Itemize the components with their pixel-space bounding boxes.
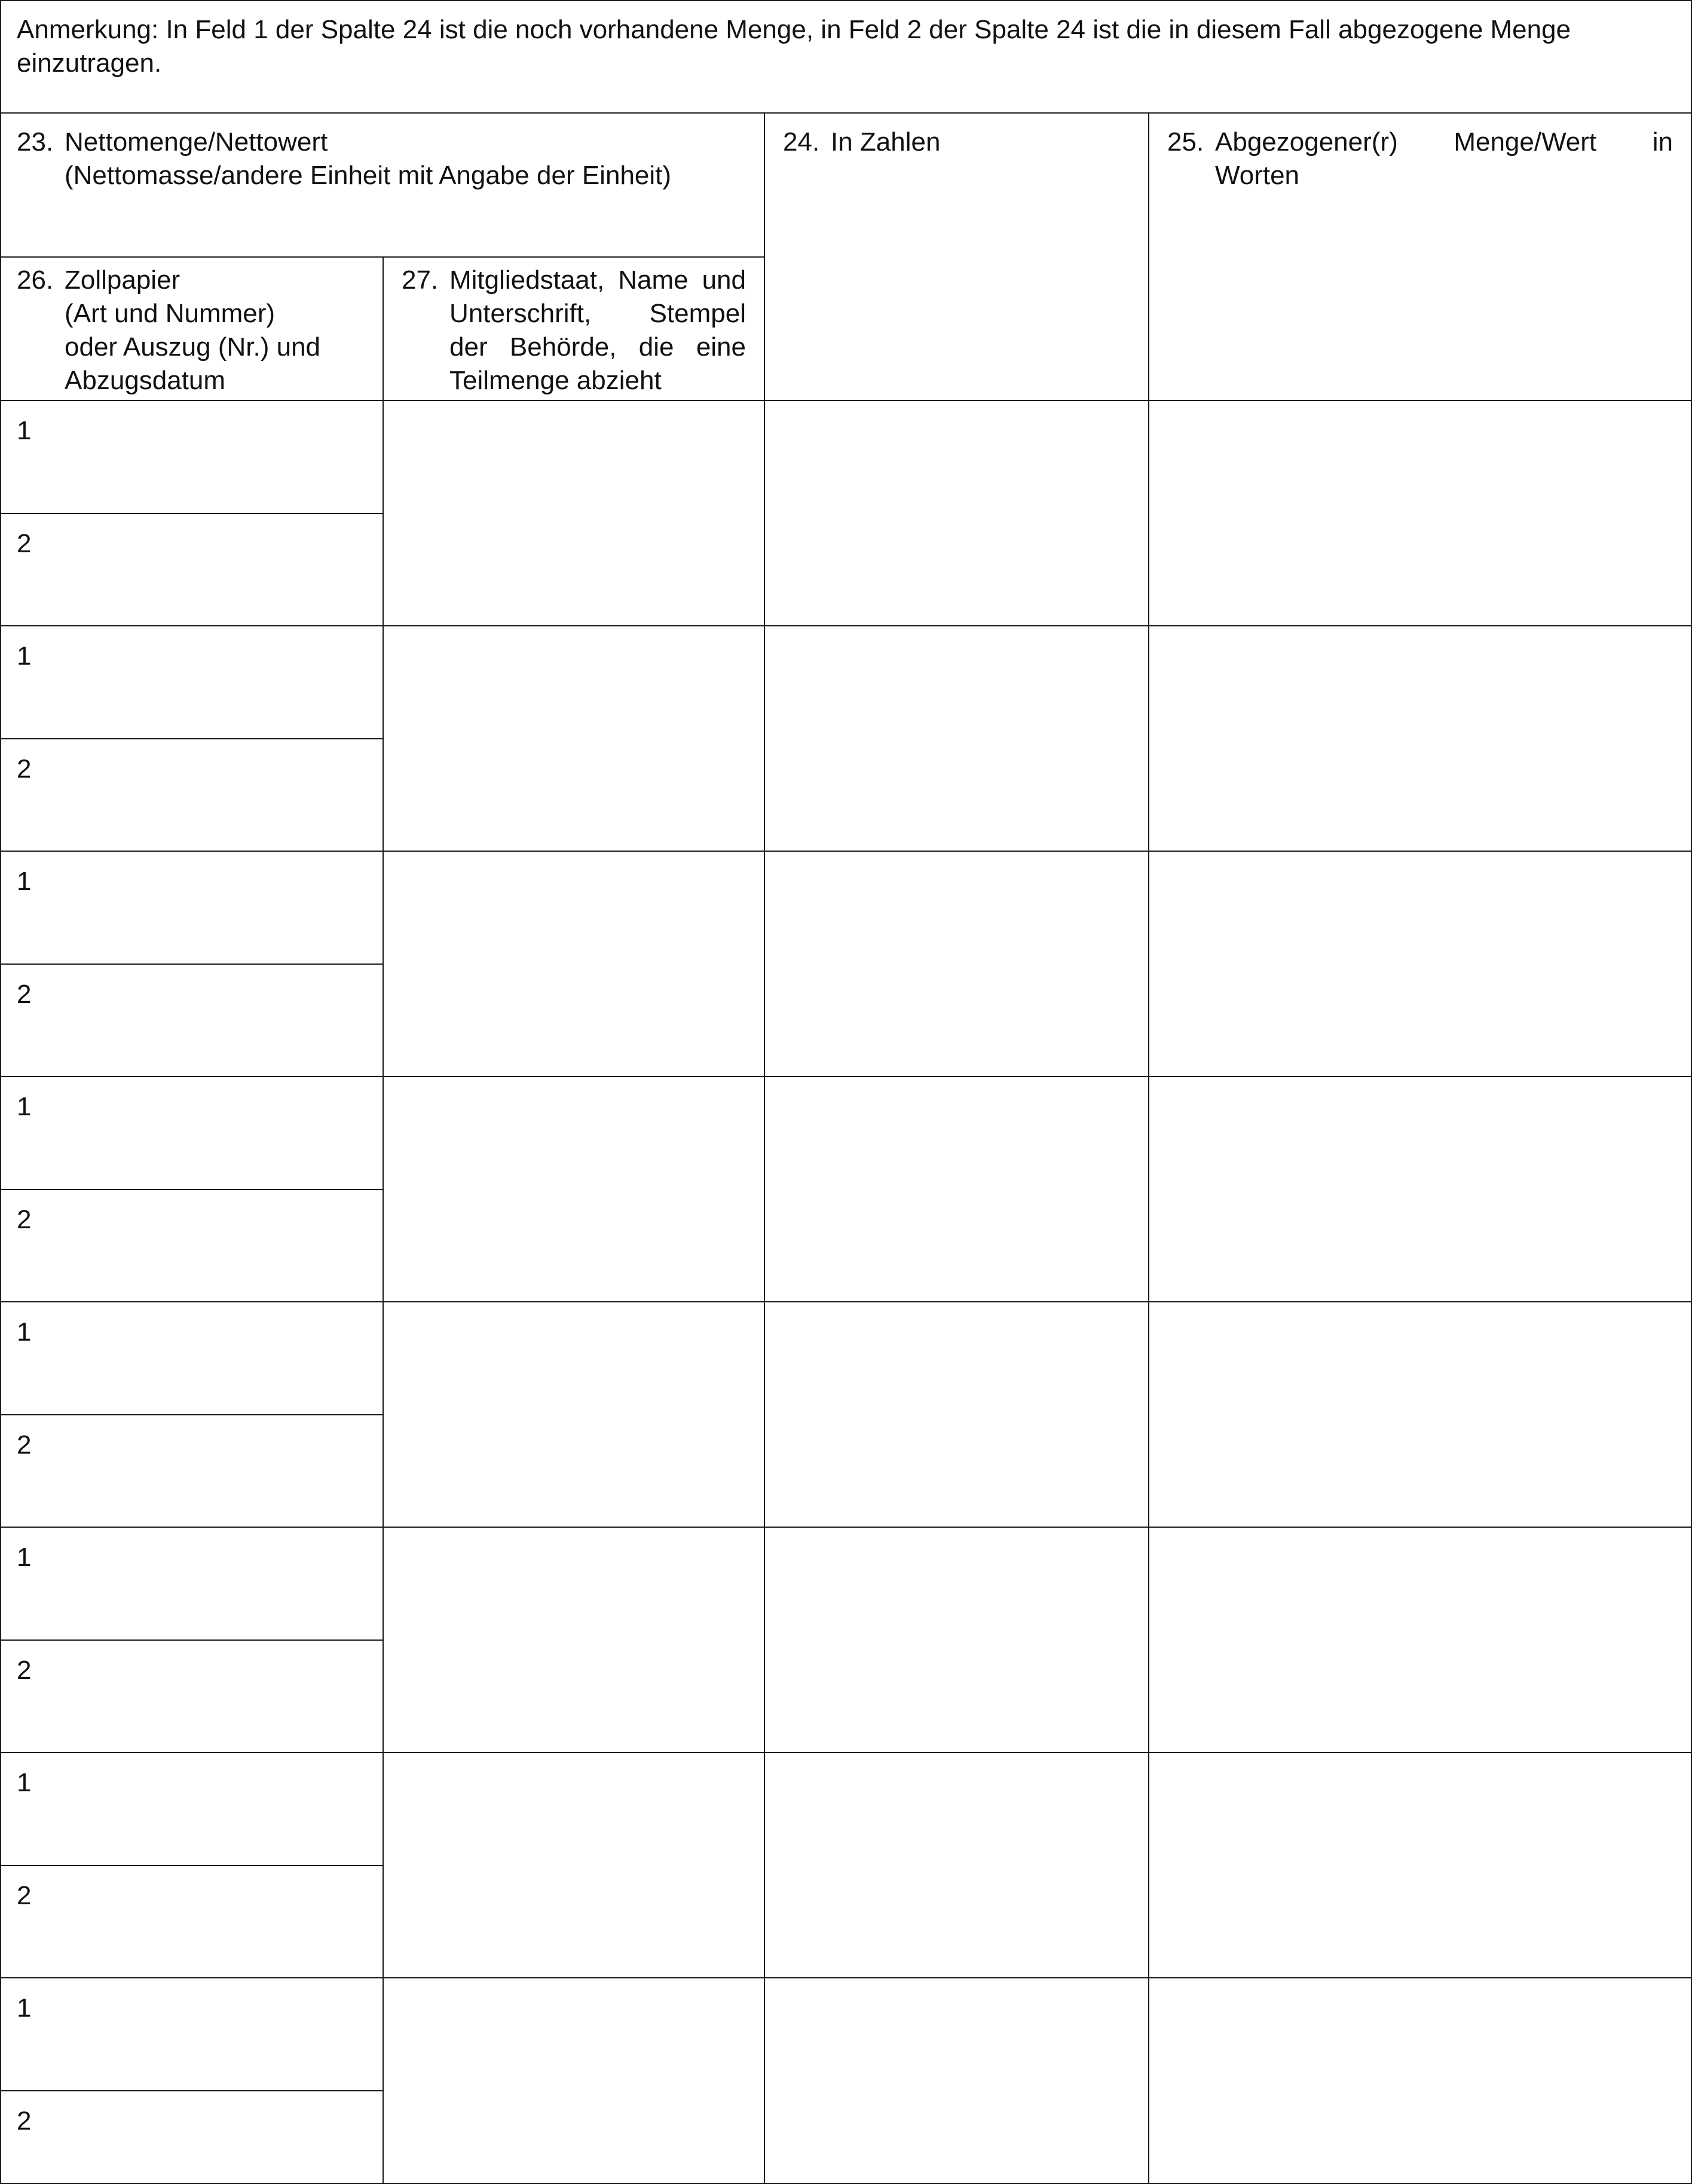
row-label-1: 1 [17,1768,32,1797]
field-24-box [764,112,1149,401]
field-26-line2: (Art und Nummer) [65,299,276,328]
row-3-field-26-part-2[interactable] [0,963,384,1077]
row-4-field-25[interactable] [1148,1076,1692,1302]
row-label-1: 1 [17,1543,32,1572]
row-6-field-25[interactable] [1148,1527,1692,1753]
field-27-line4: Teilmenge abzieht [449,366,662,395]
row-3-field-26-part-1[interactable] [0,851,384,965]
field-26-label [65,264,359,397]
row-5-field-27[interactable] [383,1301,765,1528]
field-23-line1: Nettomenge/Nettowert [65,127,328,157]
note-box [0,0,1692,114]
row-label-2: 2 [17,1656,32,1685]
row-label-1: 1 [17,416,32,445]
row-5-field-26-part-2[interactable] [0,1414,384,1528]
row-2-field-27[interactable] [383,625,765,852]
row-8-field-27[interactable] [383,1977,765,2184]
field-27-label [449,264,746,397]
field-25-number: 25. [1167,127,1204,157]
row-6-field-27[interactable] [383,1527,765,1753]
field-26-line3: oder Auszug (Nr.) und [65,332,321,362]
row-8-field-26-part-2[interactable] [0,2090,384,2184]
field-27-line2: Unterschrift, Stempel [449,299,746,328]
row-label-1: 1 [17,1993,32,2023]
row-8-field-24[interactable] [764,1977,1149,2184]
row-8-field-25[interactable] [1148,1977,1692,2184]
row-4-field-27[interactable] [383,1076,765,1302]
row-label-1: 1 [17,1092,32,1121]
field-26-line4: Abzugsdatum [65,366,226,395]
row-4-field-26-part-1[interactable] [0,1076,384,1190]
field-23-box [0,112,765,258]
row-1-field-25[interactable] [1148,400,1692,626]
row-1-field-27[interactable] [383,400,765,626]
row-label-2: 2 [17,754,32,784]
field-25-line2: Worten [1215,161,1300,190]
row-2-field-25[interactable] [1148,625,1692,852]
row-label-2: 2 [17,1430,32,1460]
row-6-field-24[interactable] [764,1527,1149,1753]
field-23-number: 23. [17,127,54,157]
field-26-line1: Zollpapier [65,265,180,295]
row-2-field-26-part-1[interactable] [0,625,384,739]
row-7-field-27[interactable] [383,1752,765,1978]
row-label-1: 1 [17,867,32,896]
row-3-field-25[interactable] [1148,851,1692,1077]
row-1-field-26-part-2[interactable] [0,513,384,626]
field-25-header [1167,126,1673,192]
field-25-box [1148,112,1692,401]
row-label-2: 2 [17,1881,32,1910]
field-26-box [0,256,384,401]
field-25-label [1215,126,1673,192]
row-label-2: 2 [17,980,32,1009]
row-6-field-26-part-1[interactable] [0,1527,384,1641]
row-1-field-24[interactable] [764,400,1149,626]
field-26-number: 26. [17,265,54,295]
row-6-field-26-part-2[interactable] [0,1639,384,1753]
row-3-field-27[interactable] [383,851,765,1077]
field-24-label: In Zahlen [831,127,941,157]
row-5-field-26-part-1[interactable] [0,1301,384,1415]
field-27-number: 27. [402,265,439,295]
row-1-field-26-part-1[interactable] [0,400,384,514]
field-27-header [402,264,746,397]
row-5-field-24[interactable] [764,1301,1149,1528]
row-8-field-26-part-1[interactable] [0,1977,384,2091]
row-4-field-24[interactable] [764,1076,1149,1302]
field-27-box [383,256,765,401]
row-5-field-25[interactable] [1148,1301,1692,1528]
field-24-header [783,126,1130,159]
row-2-field-26-part-2[interactable] [0,738,384,852]
row-7-field-26-part-1[interactable] [0,1752,384,1866]
field-24-number: 24. [783,127,820,157]
field-27-line1: Mitgliedstaat, Name und [449,265,746,295]
row-label-1: 1 [17,1317,32,1347]
field-23-label [65,126,746,192]
row-7-field-24[interactable] [764,1752,1149,1978]
field-27-line3: der Behörde, die eine [449,332,746,362]
field-23-line2: (Nettomasse/andere Einheit mit Angabe der Einheit) [65,161,672,190]
field-25-line1: Abgezogener(r) Menge/Wert in [1215,127,1673,157]
field-26-header [17,264,359,397]
row-7-field-25[interactable] [1148,1752,1692,1978]
field-23-header [17,126,746,192]
row-label-2: 2 [17,1205,32,1234]
note-text: Anmerkung: In Feld 1 der Spalte 24 ist die noch vorhandene Menge, in Feld 2 der Spalte 24 ist die in diesem Fall abgezogene Menge einzutragen. [17,15,1571,78]
row-7-field-26-part-2[interactable] [0,1865,384,1978]
row-3-field-24[interactable] [764,851,1149,1077]
row-label-1: 1 [17,641,32,671]
row-2-field-24[interactable] [764,625,1149,852]
row-label-2: 2 [17,529,32,558]
row-4-field-26-part-2[interactable] [0,1189,384,1302]
row-label-2: 2 [17,2106,32,2136]
